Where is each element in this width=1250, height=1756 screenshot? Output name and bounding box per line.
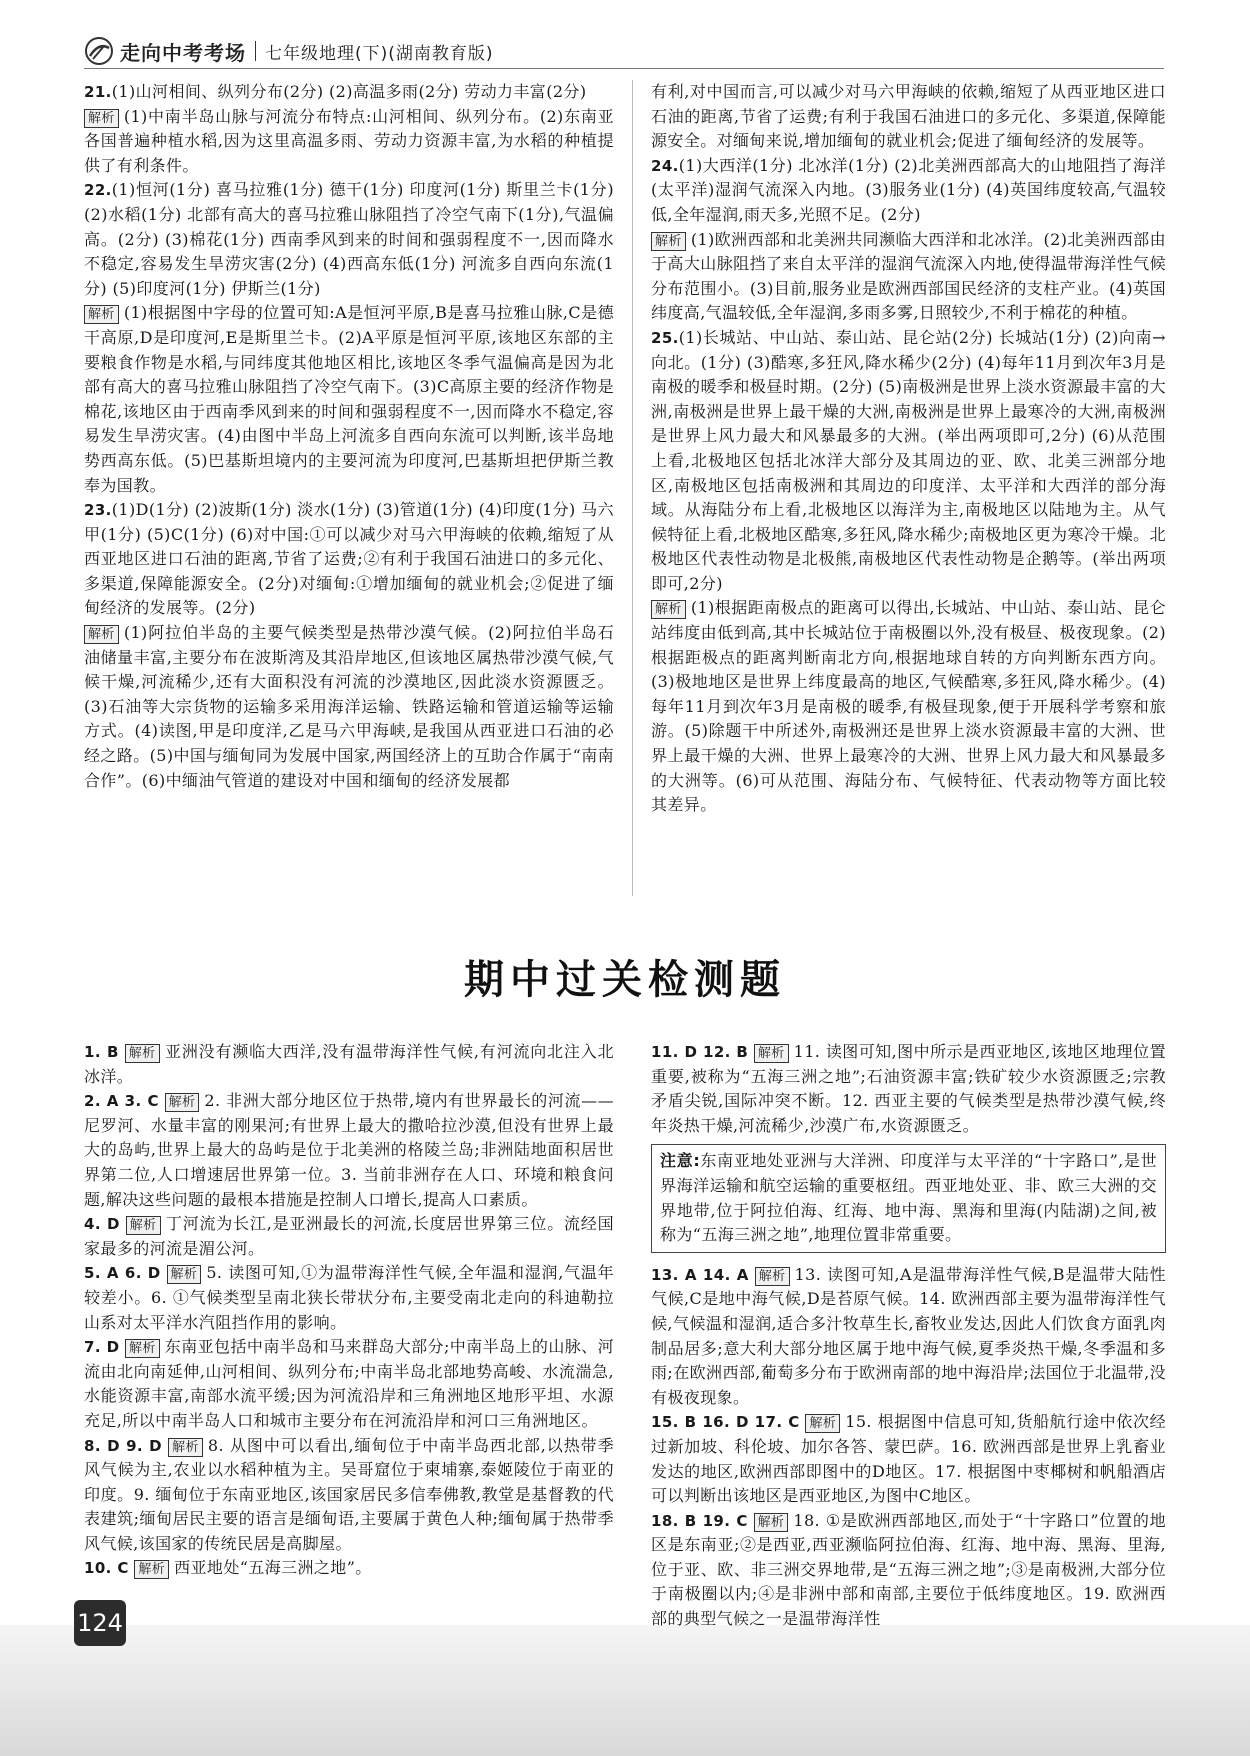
analysis-tag: 解析 [84,625,119,644]
answer-item: 10. C 解析 西亚地处“五海三洲之地”。 [84,1558,372,1578]
top-right-column [651,80,1166,818]
note-box: 注意:东南亚地处亚洲与大洋洲、印度洋与太平洋的“十字路口”,是世界海洋运输和航空运输的重要枢纽。西亚地处亚、非、欧三大洲的交界地带,位于阿拉伯海、红海、地中海、黑海和里海(内陆湖)之间,被称为“五海三洲之地”,地理位置非常重要。 [651,1144,1166,1252]
answer-item: 11. D 12. B 解析 11. 读图可知,图中所示是西亚地区,该地区地理位置重要,被称为“五海三洲之地”;石油资源丰富;铁矿较少水资源匮乏;宗教矛盾尖锐,国际冲突不断。12. 西亚主要的气候类型是热带沙漠气候,终年炎热干燥,河流稀少,沙漠广布,水资源匮乏。 [651,1042,1166,1135]
question-24: 24.(1)大西洋(1分) 北冰洋(1分) (2)北美洲西部高大的山地阻挡了海洋(太平洋)湿润气流深入内地。(3)服务业(1分) (4)英国纬度较高,气温较低,全年湿润,雨天多,光照不足。(2分) 解析 (1)欧洲西部和北美洲共同濒临大西洋和北冰洋。(2)北美洲西部由于高大山脉阻挡了来自太平洋的湿润气流深入内地,使得温带海洋性气候分布范围小。(3)目前,服务业是欧洲西部国民经济的支柱产业。(4)英国纬度高,气温较低,全年湿润,多雨多雾,日照较少,不利于棉花的种植。 [651,155,1166,323]
answer-item: 13. A 14. A 解析 13. 读图可知,A是温带海洋性气候,B是温带大陆性气候,C是地中海气候,D是苔原气候。14. 欧洲西部主要为温带海洋性气候,气候温和湿润,适合多汁牧草生长,畜牧业发达,因此人们饮食方面乳肉制品居多;意大利大部分地区属于地中海气候,夏季炎热干燥,冬季温和多雨;在欧洲西部,葡萄多分布于欧洲南部的地中海沿岸;法国位于北温带,没有极夜现象。 [651,1264,1166,1407]
analysis-tag: 解析 [125,1044,160,1063]
analysis-tag: 解析 [168,1438,203,1457]
page-header [84,34,1164,69]
analysis-tag: 解析 [84,305,119,324]
question-21: 21.(1)山河相间、纵列分布(2分) (2)高温多雨(2分) 劳动力丰富(2分) 解析 (1)中南半岛山脉与河流分布特点:山河相间、纵列分布。(2)东南亚各国普遍种植水稻,因为这里高温多雨、劳动力资源丰富,为水稻的种植提供了有利条件。 [84,82,614,175]
answer-item: 2. A 3. C 解析 2. 非洲大部分地区位于热带,境内有世界最长的河流——尼罗河、水量丰富的刚果河;有世界上最大的撒哈拉沙漠,但没有世界上最大的岛屿,世界上最大的岛屿是位于北美洲的格陵兰岛;非洲陆地面积居世界第二位,人口增速居世界第一位。3. 当前非洲存在人口、环境和粮食问题,解决这些问题的最根本措施是控制人口增长,提高人口素质。 [84,1091,614,1209]
question-22: 22.(1)恒河(1分) 喜马拉雅(1分) 德干(1分) 印度河(1分) 斯里兰卡(1分) (2)水稻(1分) 北部有高大的喜马拉雅山脉阻挡了冷空气南下(1分),气温偏高。(2分) (3)棉花(1分) 西南季风到来的时间和强弱程度不一,因而降水不稳定,容易发生旱涝灾害(2分) (4)西高东低(1分) 河流多自西向东流(1分) (5)印度河(1分) 伊斯兰(1分) 解析 (1)根据图中字母的位置可知:A是恒河平原,B是喜马拉雅山脉,C是德干高原,D是印度河,E是斯里兰卡。(2)A平原是恒河平原,该地区东部的主要粮食作物是水稻,与同纬度其他地区相比,该地区冬季气温偏高是因为北部有高大的喜马拉雅山脉阻挡了冷空气南下。(3)C高原主要的经济作物是棉花,该地区由于西南季风到来的时间和强弱程度不一,因而降水不稳定,容易发生旱涝灾害。(4)由图中半岛上河流多自西向东流可以判断,该半岛地势西高东低。(5)巴基斯坦境内的主要河流为印度河,巴基斯坦把伊斯兰教奉为国教。 [84,180,614,495]
header-separator [255,41,256,61]
answer-item: 5. A 6. D 解析 5. 读图可知,①为温带海洋性气候,全年温和湿润,气温年较差小。6. ①气候类型呈南北狭长带状分布,主要受南北走向的科迪勒拉山系对太平洋水汽阻挡作用的影响。 [84,1263,614,1332]
analysis-tag: 解析 [754,1513,789,1532]
analysis-tag: 解析 [651,232,686,251]
analysis-tag: 解析 [134,1560,169,1579]
logo-icon [84,36,114,66]
top-left-column [84,80,614,793]
answer-item: 1. B 解析 亚洲没有濒临大西洋,没有温带海洋性气候,有河流向北注入北冰洋。 [84,1042,614,1086]
answer-item: 15. B 16. D 17. C 解析 15. 根据图中信息可知,货船航行途中依次经过新加坡、科伦坡、加尔各答、蒙巴萨。16. 欧洲西部是世界上乳畜业发达的地区,欧洲西部即图中的D地区。17. 根据图中枣椰树和帆船酒店可以判断出该地区是西亚地区,为图中C地区。 [651,1412,1166,1506]
page-curl-shadow [0,1625,1250,1756]
analysis-tag: 解析 [165,1093,200,1112]
section-title: 期中过关检测题 [464,957,786,1003]
bottom-right-column [651,1040,1166,1632]
answer-item: 8. D 9. D 解析 8. 从图中可以看出,缅甸位于中南半岛西北部,以热带季风气候为主,农业以水稻种植为主。吴哥窟位于柬埔寨,泰姬陵位于南亚的印度。9. 缅甸位于东南亚地区,该国家居民多信奉佛教,教堂是基督教的代表建筑;缅甸居民主要的语言是缅甸语,主要属于黄色人种;缅甸属于热带季风气候,该国家的传统民居是高脚屋。 [84,1435,614,1553]
page-number: 124 [74,1600,126,1646]
question-23-continued: 有利,对中国而言,可以减少对马六甲海峡的依赖,缩短了从西亚地区进口石油的距离,节省了运费;有利于我国石油进口的多元化、多渠道,保障能源安全。对缅甸来说,增加缅甸的就业机会;促进了缅甸经济的发展等。 [651,82,1166,151]
question-23: 23.(1)D(1分) (2)波斯(1分) 淡水(1分) (3)管道(1分) (4)印度(1分) 马六甲(1分) (5)C(1分) (6)对中国:①可以减少对马六甲海峡的依赖,缩短了从西亚地区进口石油的距离,节省了运费;②有利于我国石油进口的多元化、多渠道,保障能源安全。(2分)对缅甸:①增加缅甸的就业机会;②促进了缅甸经济的发展等。(2分) 解析 (1)阿拉伯半岛的主要气候类型是热带沙漠气候。(2)阿拉伯半岛石油储量丰富,主要分布在波斯湾及其沿岸地区,但该地区属热带沙漠气候,气候干燥,河流稀少,还有大面积没有河流的沙漠地区,因此淡水资源匮乏。(3)石油等大宗货物的运输多采用海洋运输、铁路运输和管道运输等运输方式。(4)读图,甲是印度洋,乙是马六甲海峡,是我国从西亚进口石油的必经之路。(5)中国与缅甸同为发展中国家,两国经济上的互助合作属于“南南合作”。(6)中缅油气管道的建设对中国和缅甸的经济发展都 [84,500,614,790]
brand-name: 走向中考考场 [120,40,246,65]
answer-item: 18. B 19. C 解析 18. ①是欧洲西部地区,而处于“十字路口”位置的地区是东南亚;②是西亚,西亚濒临阿拉伯海、红海、地中海、黑海、里海,位于亚、欧、非三洲交界地带,是“五海三洲之地”;③是南极洲,大部分位于南极圈以内;④是非洲中部和南部,主要位于低纬度地区。19. 欧洲西部的典型气候之一是温带海洋性 [651,1510,1166,1629]
column-divider [632,80,633,896]
analysis-tag: 解析 [755,1267,790,1286]
answer-item: 4. D 解析 丁河流为长江,是亚洲最长的河流,长度居世界第三位。流经国家最多的河流是湄公河。 [84,1214,614,1258]
analysis-tag: 解析 [805,1414,840,1433]
analysis-tag: 解析 [126,1216,161,1235]
analysis-tag: 解析 [84,109,119,128]
question-25: 25.(1)长城站、中山站、泰山站、昆仑站(2分) 长城站(1分) (2)向南→向北。(1分) (3)酷寒,多狂风,降水稀少(2分) (4)每年11月到次年3月是南极的暖季和极昼时期。(2分) (5)南极洲是世界上淡水资源最丰富的大洲,南极洲是世界上最干燥的大洲,南极洲是世界上最寒冷的大洲,南极洲是世界上风力最大和风暴最多的大洲。(举出两项即可,2分) (6)从范围上看,北极地区包括北冰洋大部分及其周边的亚、欧、北美三洲部分地区,南极地区包括南极洲和其周边的印度洋、太平洋和大西洋的部分海域。从海陆分布上看,北极地区以海洋为主,南极地区以陆地为主。从气候特征上看,北极地区酷寒,多狂风,降水稀少;南极地区更为寒冷干燥。北极地区代表性动物是北极熊,南极地区代表性动物是企鹅等。(举出两项即可,2分) 解析 (1)根据距南极点的距离可以得出,长城站、中山站、泰山站、昆仑站纬度由低到高,其中长城站位于南极圈以外,没有极昼、极夜现象。(2)根据距极点的距离判断南北方向,根据地球自转的方向判断东西方向。(3)极地地区是世界上纬度最高的地区,气候酷寒,多狂风,降水稀少。(4)每年11月到次年3月是南极的暖季,有极昼现象,便于开展科学考察和旅游。(5)除题干中所述外,南极洲还是世界上淡水资源最丰富的大洲、世界上最干燥的大洲、世界上最寒冷的大洲、世界上风力最大和风暴最多的大洲等。(6)可从范围、海陆分布、气候特征、代表动物等方面比较其差异。 [651,327,1166,815]
analysis-tag: 解析 [651,600,686,619]
bottom-left-column [84,1040,614,1581]
analysis-tag: 解析 [125,1339,160,1358]
analysis-tag: 解析 [754,1044,789,1063]
analysis-tag: 解析 [167,1265,202,1284]
answer-item: 7. D 解析 东南亚包括中南半岛和马来群岛大部分;中南半岛上的山脉、河流由北向南延伸,山河相间、纵列分布;中南半岛北部地势高峻、水流湍急,水能资源丰富,南部水流平缓;因为河流沿岸和三角洲地区地形平坦、水源充足,所以中南半岛人口和城市主要分布在河流沿岸和河口三角洲地区。 [84,1337,614,1430]
book-title: 七年级地理(下)(湖南教育版) [265,43,494,64]
